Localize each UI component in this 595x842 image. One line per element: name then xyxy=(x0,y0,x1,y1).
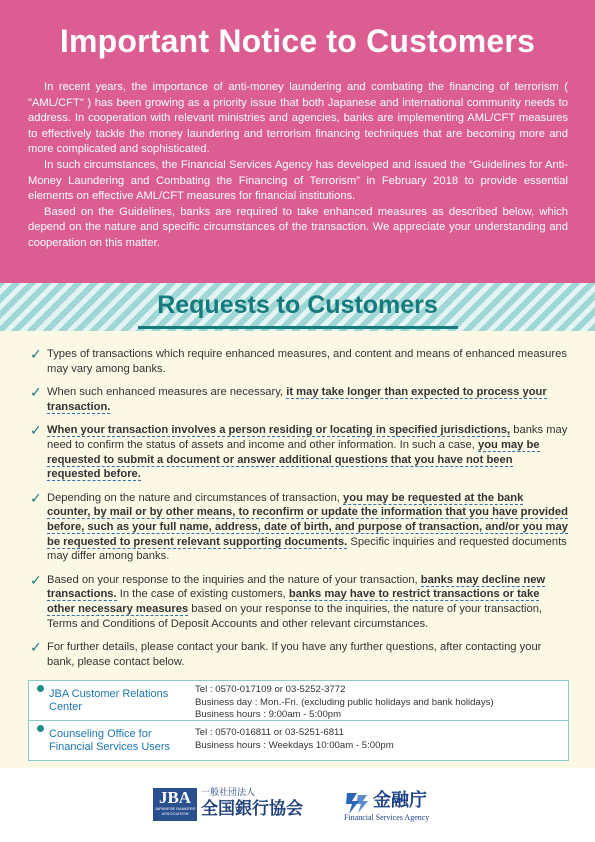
header-banner xyxy=(0,0,595,283)
fsa-name xyxy=(344,789,430,823)
bullet-dot-icon xyxy=(37,685,44,692)
request-highlight-text: you may be requested to submit a document or answer additional questions that you have not been requested before. xyxy=(47,438,540,481)
intro-text xyxy=(28,80,568,252)
contact-name-label: Counseling Office for Financial Services Users xyxy=(49,727,171,753)
footer-logos xyxy=(0,768,595,842)
jba-name xyxy=(201,787,303,819)
request-item xyxy=(30,573,568,631)
intro-paragraph: Based on the Guidelines, banks are required to take enhanced measures as described below, which depend on the nature and specific circumstances of the transaction. We appreciate your understanding and cooperation on this matter. xyxy=(28,205,568,249)
request-text: Depending on the nature and circumstances of transaction, xyxy=(47,491,344,504)
contact-name-label: JBA Customer Relations Center xyxy=(49,687,169,713)
request-text: banks may need to confirm the status of assets and income and other information. In such a case, xyxy=(47,424,568,451)
contact-row-jba xyxy=(29,681,568,720)
request-item xyxy=(30,491,568,564)
request-item xyxy=(30,385,568,414)
request-highlight-text: it may take longer than expected to process your transaction. xyxy=(47,386,547,413)
check-icon: ✓ xyxy=(30,571,42,588)
contact-table xyxy=(28,680,569,761)
contact-name xyxy=(29,681,187,720)
contact-name xyxy=(29,721,187,760)
request-text: Types of transactions which require enhanced measures, and content and means of enhanced measures may vary among banks. xyxy=(47,348,567,375)
jba-logo-mark: JBA xyxy=(158,788,192,807)
request-text: based on your response to the inquiries, the nature of your transaction, Terms and Conditions of Deposit Accounts and other relevant circumstances. xyxy=(47,602,543,630)
request-highlight-text: When your transaction involves a person residing or locating in specified jurisdictions, xyxy=(47,424,511,437)
request-highlight-text: banks may decline new transactions. xyxy=(47,573,546,601)
contact-business-hours: Business hours : 9:00am - 5:00pm xyxy=(195,709,342,720)
request-text: In the case of existing customers, xyxy=(116,588,289,601)
request-text: When such enhanced measures are necessary, xyxy=(47,386,287,399)
request-text: Specific inquiries and requested documents may differ among banks. xyxy=(47,535,567,563)
contact-business-hours: Business hours : Weekdays 10:00am - 5:00pm xyxy=(195,739,394,751)
intro-paragraph: In recent years, the importance of anti-money laundering and combating the financing of terrorism ( "AML/CFT" ) has been growing as a priority issue that both Japanese and international community needs to address. In cooperation with relevant ministries and agencies, banks are implementing AML/CFT measures to effectively tackle the money laundering and terrorism financing techniques that are becoming more and more complicated and sophisticated. xyxy=(28,81,568,156)
jba-logo-subtext: JAPANESE BANKERS ASSOCIATION xyxy=(154,806,196,816)
fsa-name-ja: 金融庁 xyxy=(373,790,427,810)
request-item xyxy=(30,347,568,376)
check-icon: ✓ xyxy=(30,422,42,439)
requests-title-underline xyxy=(138,326,458,329)
request-highlight-text: you may be requested at the bank counter, by mail or by other means, to reconfirm or update the information that you have provided before, such as your full name, address, date of birth, and purpose of transaction, and/or you may be requested to present relevant supporting documents. xyxy=(47,491,568,548)
request-highlight-text: banks may have to restrict transactions or take other necessary measures xyxy=(47,588,540,615)
contact-row-fsa xyxy=(29,720,568,760)
request-item xyxy=(30,640,568,669)
contact-info xyxy=(187,681,568,720)
check-icon: ✓ xyxy=(30,639,42,656)
requests-list xyxy=(30,347,568,678)
contact-business-day: Business day : Mon.-Fri. (excluding public holidays and bank holidays) xyxy=(195,696,494,708)
check-icon: ✓ xyxy=(30,346,42,362)
requests-title: Requests to Customers xyxy=(157,291,438,319)
request-text: Based on your response to the inquiries and the nature of your transaction, xyxy=(47,573,421,586)
request-item xyxy=(30,423,568,481)
contact-tel: Tel : 0570-017109 or 03-5252-3772 xyxy=(195,684,346,695)
check-icon: ✓ xyxy=(30,384,42,401)
jba-logo xyxy=(153,788,197,821)
jba-name-small: 一般社団法人 xyxy=(201,787,256,797)
request-text: For further details, please contact your bank. If you have any further questions, after contacting your bank, please contact below. xyxy=(47,641,542,668)
intro-paragraph: In such circumstances, the Financial Services Agency has developed and issued the “Guidelines for Anti-Money Laundering and Combating the Financing of Terrorism” in February 2018 to provide essential elements on effective AML/CFT measures for financial institutions. xyxy=(28,158,568,203)
page-title: Important Notice to Customers xyxy=(59,23,536,59)
contact-tel: Tel : 0570-016811 or 03-5251-6811 xyxy=(195,727,344,738)
check-icon: ✓ xyxy=(30,489,42,506)
fsa-name-en: Financial Services Agency xyxy=(344,813,430,822)
jba-name-large: 全国銀行協会 xyxy=(201,799,303,818)
contact-info xyxy=(187,721,568,760)
bullet-dot-icon xyxy=(37,725,44,732)
